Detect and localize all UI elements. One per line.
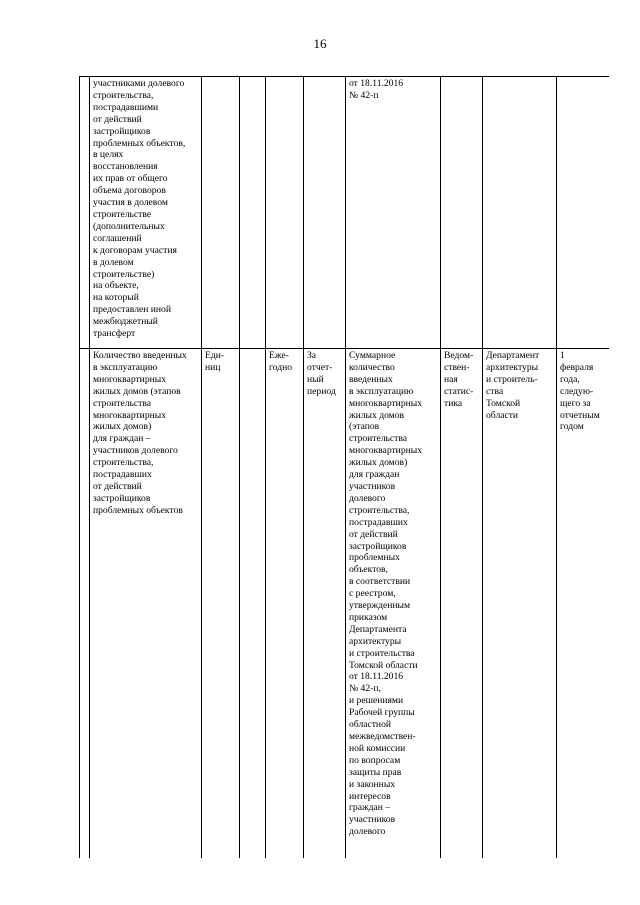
table-cell-number bbox=[80, 349, 90, 859]
indicator-table bbox=[79, 76, 609, 858]
table-cell-definition: от 18.11.2016 № 42-п bbox=[346, 77, 441, 349]
table-cell-frequency: Еже- годно bbox=[266, 349, 304, 859]
table-cell-indicator-name: участниками долевого строительства, пострадавшими от действий застройщиков проблемных объектов, в целях восстановления их прав от общего объема договоров участия в долевом строительстве (дополнительных соглашений к договорам участия в долевом строительстве) на объекте, на который предоставлен иной межбюджетный трансферт bbox=[90, 77, 202, 349]
table-cell-unit: Еди- ниц bbox=[202, 349, 240, 859]
table-cell-indicator-name: Количество введенных в эксплуатацию многоквартирных жилых домов (этапов строительства многоквартирных жилых домов) для граждан – участников долевого строительства, пострадавших от действий застройщиков проблемных объектов bbox=[90, 349, 202, 859]
table-row bbox=[80, 77, 610, 349]
table-cell-period bbox=[304, 77, 346, 349]
table-cell-source bbox=[441, 77, 483, 349]
table-cell-empty bbox=[240, 349, 266, 859]
table-cell-deadline: 1 февраля года, следую- щего за отчетным годом bbox=[557, 349, 610, 859]
table-cell-number bbox=[80, 77, 90, 349]
page-number: 16 bbox=[313, 36, 327, 51]
table-cell-source: Ведом- ствен- ная статис- тика bbox=[441, 349, 483, 859]
table-cell-deadline bbox=[557, 77, 610, 349]
table-cell-responsible bbox=[483, 77, 557, 349]
table-cell-period: За отчет- ный период bbox=[304, 349, 346, 859]
indicator-table-wrapper bbox=[79, 76, 609, 858]
table-row bbox=[80, 349, 610, 859]
table-cell-unit bbox=[202, 77, 240, 349]
table-cell-empty bbox=[240, 77, 266, 349]
table-cell-definition: Суммарное количество введенных в эксплуатацию многоквартирных жилых домов (этапов строительства многоквартирных жилых домов) для граждан участников долевого строительства, пострадавших от действий застройщиков проблемных объектов, в соответствии с реестром, утвержденным приказом Департамента архитектуры и строительства Томской области от 18.11.2016 № 42-п, и решениями Рабочей группы областной межведомствен- ной комиссии по вопросам защиты прав и законных интересов граждан – участников долевого bbox=[346, 349, 441, 859]
table-cell-frequency bbox=[266, 77, 304, 349]
table-cell-responsible: Департамент архитектуры и строитель- ства Томской области bbox=[483, 349, 557, 859]
